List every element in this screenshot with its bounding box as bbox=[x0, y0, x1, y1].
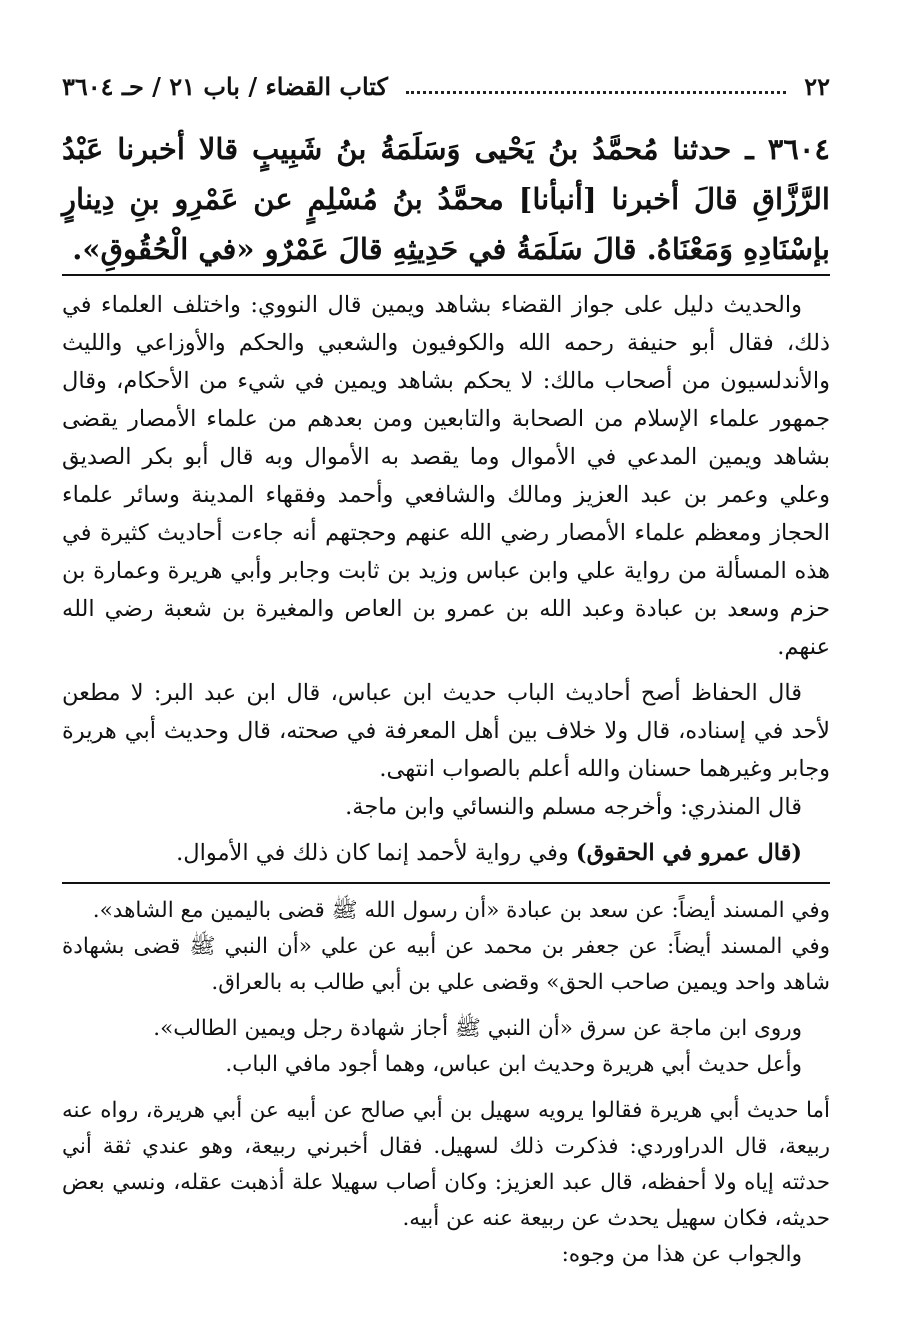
hadith-paragraph: ٣٦٠٤ ـ حدثنا مُحمَّدُ بنُ يَحْيى وَسَلَمَةُ بنُ شَبِيبٍ قالا أخبرنا عَبْدُ الرَّزَّاقِ قالَ أخبرنا [أنبأنا] محمَّدُ بنُ مُسْلِمٍ عن عَمْرِو بنِ دِينارٍ بإسْنَادِهِ وَمَعْنَاهُ. قالَ سَلَمَةُ في حَدِيثِهِ قالَ عَمْرٌو «في الْحُقُوقِ». bbox=[62, 132, 830, 266]
footnote-paragraph: والجواب عن هذا من وجوه: bbox=[561, 1242, 802, 1267]
footnotes-section bbox=[62, 893, 830, 1273]
commentary-paragraph: قال المنذري: وأخرجه مسلم والنسائي وابن ماجة. bbox=[345, 794, 802, 820]
footnote-paragraph: وفي المسند أيضاً: عن سعد بن عبادة «أن رسول الله ﷺ قضى باليمين مع الشاهد». bbox=[92, 898, 830, 923]
commentary-paragraph bbox=[62, 834, 830, 872]
commentary-section bbox=[62, 286, 830, 872]
page-number: ٢٢ bbox=[804, 71, 830, 101]
footnote-paragraph: وروى ابن ماجة عن سرق «أن النبي ﷺ أجاز شهادة رجل ويمين الطالب». bbox=[153, 1016, 802, 1041]
commentary-paragraph: والحديث دليل على جواز القضاء بشاهد ويمين قال النووي: واختلف العلماء في ذلك، فقال أبو حنيفة رحمه الله والكوفيون والشعبي والحكم والأوزاعي والليث والأندلسيون من أصحاب مالك: لا يحكم بشاهد ويمين في شيء من الأحكام، وقال جمهور علماء الإسلام من الصحابة والتابعين ومن بعدهم من علماء الأمصار يقضى بشاهد ويمين المدعي في الأموال وما يقصد به الأموال وبه قال أبو بكر الصديق وعلي وعمر بن عبد العزيز ومالك والشافعي وأحمد وفقهاء المدينة وسائر علماء الحجاز ومعظم علماء الأمصار رضي الله عنهم وحجتهم أنه جاءت أحاديث كثيرة في هذه المسألة من رواية علي وابن عباس وزيد بن ثابت وجابر وأبي هريرة وعمارة بن حزم وسعد بن عبادة وعبد الله بن عمرو بن العاص والمغيرة بن شعبة رضي الله عنهم. bbox=[62, 292, 830, 660]
footnote-paragraph: وأعل حديث أبي هريرة وحديث ابن عباس، وهما أجود مافي الباب. bbox=[225, 1052, 802, 1077]
footnote-separator-line bbox=[62, 882, 830, 884]
hadith-text bbox=[62, 124, 830, 274]
footnote-paragraph: وفي المسند أيضاً: عن جعفر بن محمد عن أبيه عن علي «أن النبي ﷺ قضى بشهادة شاهد واحد ويمين صاحب الحق» وقضى علي بن أبي طالب به بالعراق. bbox=[62, 934, 830, 995]
separator-line bbox=[62, 274, 830, 276]
header-dotted-leader bbox=[406, 91, 786, 94]
bold-quote: (قال عمرو في الحقوق) bbox=[575, 840, 802, 866]
commentary-paragraph: قال الحفاظ أصح أحاديث الباب حديث ابن عباس، قال ابن عبد البر: لا مطعن لأحد في إسناده، قال ولا خلاف بين أهل المعرفة في صحته، قال وحديث أبي هريرة وجابر وغيرهما حسنان والله أعلم بالصواب انتهى. bbox=[62, 680, 830, 782]
footnote-paragraph: أما حديث أبي هريرة فقالوا يرويه سهيل بن أبي صالح عن أبيه عن أبي هريرة، رواه عنه ربيعة، قال الدراوردي: فذكرت ذلك لسهيل. فقال أخبرني ربيعة، وهو عندي ثقة أني حدثته إياه ولا أحفظه، قال عبد العزيز: وكان أصاب سهيلا علة أذهبت عقله، ونسي بعض حديثه، فكان سهيل يحدث عن ربيعة عنه عن أبيه. bbox=[62, 1098, 830, 1231]
commentary-tail: وفي رواية لأحمد إنما كان ذلك في الأموال. bbox=[176, 840, 576, 866]
page-header bbox=[62, 66, 830, 106]
running-title: كتاب القضاء / باب ٢١ / حـ ٣٦٠٤ bbox=[62, 71, 388, 101]
